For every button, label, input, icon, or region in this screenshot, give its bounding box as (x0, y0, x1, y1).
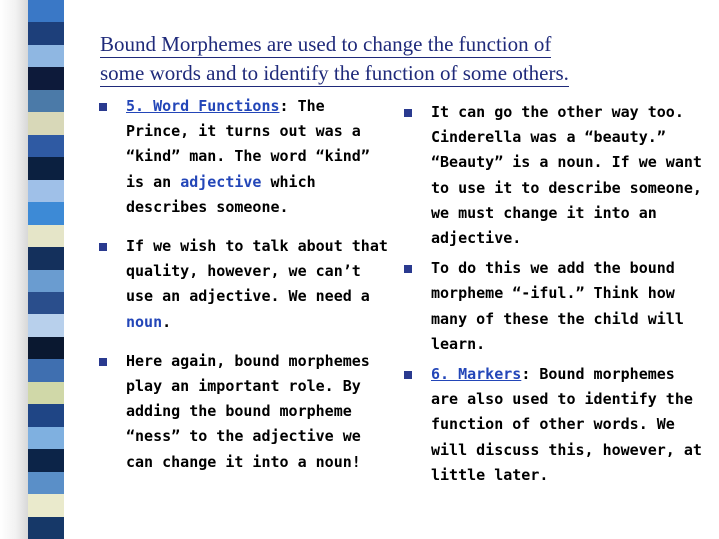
stripe-segment (28, 112, 64, 135)
square-bullet-icon (99, 103, 107, 111)
text-run: Here again, bound morphemes play an important role. By adding the bound morpheme “ness” to the adjective we can change it into a noun! (126, 351, 370, 471)
stripe-shadow (0, 0, 28, 539)
square-bullet-icon (404, 265, 412, 273)
text-run: It can go the other way too. Cinderella was a “beauty.” “Beauty” is a noun. If we want to use it to describe someone, we must change it into an adjective. (431, 103, 702, 248)
left-column (99, 94, 389, 475)
bullet-text (431, 259, 684, 353)
text-run: which describes someone. (126, 172, 316, 216)
stripe-segment (28, 472, 64, 495)
text-run: If we wish to talk about that quality, however, we can’t use an adjective. We need a (126, 237, 388, 306)
text-run: : The Prince, it turns out was a “kind” man. The word “kind” is an (126, 97, 370, 191)
square-bullet-icon (99, 243, 107, 251)
text-run: . (162, 312, 172, 331)
bullet-markers (404, 362, 704, 488)
bullet-beauty (404, 100, 704, 251)
highlighted-term: noun (126, 312, 163, 331)
title-line-2: some words and to identify the function of some others. (100, 61, 569, 85)
stripe-segment (28, 22, 64, 45)
stripe-segment (28, 90, 64, 113)
stripe-segment (28, 45, 64, 68)
stripe-segment (28, 494, 64, 517)
slide-title (100, 30, 700, 88)
bullet-text (431, 103, 702, 247)
bullet-ness (99, 349, 389, 475)
stripe-segment (28, 382, 64, 405)
stripe-segment (28, 247, 64, 270)
bullet-word-functions (99, 94, 389, 220)
square-bullet-icon (404, 371, 412, 379)
stripe-segment (28, 427, 64, 450)
highlighted-term: adjective (180, 172, 262, 191)
stripe-segment (28, 135, 64, 158)
decorative-stripe-bar (0, 0, 64, 539)
stripe-segment (28, 180, 64, 203)
right-column (404, 100, 704, 488)
stripe-segment (28, 202, 64, 225)
stripe-segment (28, 292, 64, 315)
stripe-segment (28, 67, 64, 90)
stripe-segment (28, 225, 64, 248)
bullet-text (126, 352, 370, 471)
stripe-segment (28, 157, 64, 180)
square-bullet-icon (404, 109, 412, 117)
text-run: To do this we add the bound morpheme “-iful.” Think how many of these the child will learn. (431, 259, 684, 353)
stripe-segment (28, 0, 64, 23)
stripe-segment (28, 314, 64, 337)
bullet-text (126, 97, 370, 216)
bullet-text (431, 365, 702, 484)
square-bullet-icon (99, 358, 107, 366)
text-run: : Bound morphemes are also used to identify the function of other words. We will discuss this, however, at little later. (431, 365, 702, 484)
stripe-segment (28, 404, 64, 427)
stripe-segment (28, 337, 64, 360)
bullet-noun (99, 234, 389, 335)
bullet-text (126, 237, 388, 331)
stripe-segment (28, 449, 64, 472)
stripe-segment (28, 517, 64, 539)
title-line-1: Bound Morphemes are used to change the function of (100, 32, 552, 56)
stripe-segment (28, 270, 64, 293)
bullet-iful (404, 256, 704, 357)
section-link[interactable]: 5. Word Functions (126, 97, 280, 115)
section-link[interactable]: 6. Markers (431, 365, 522, 384)
stripe-segment (28, 359, 64, 382)
